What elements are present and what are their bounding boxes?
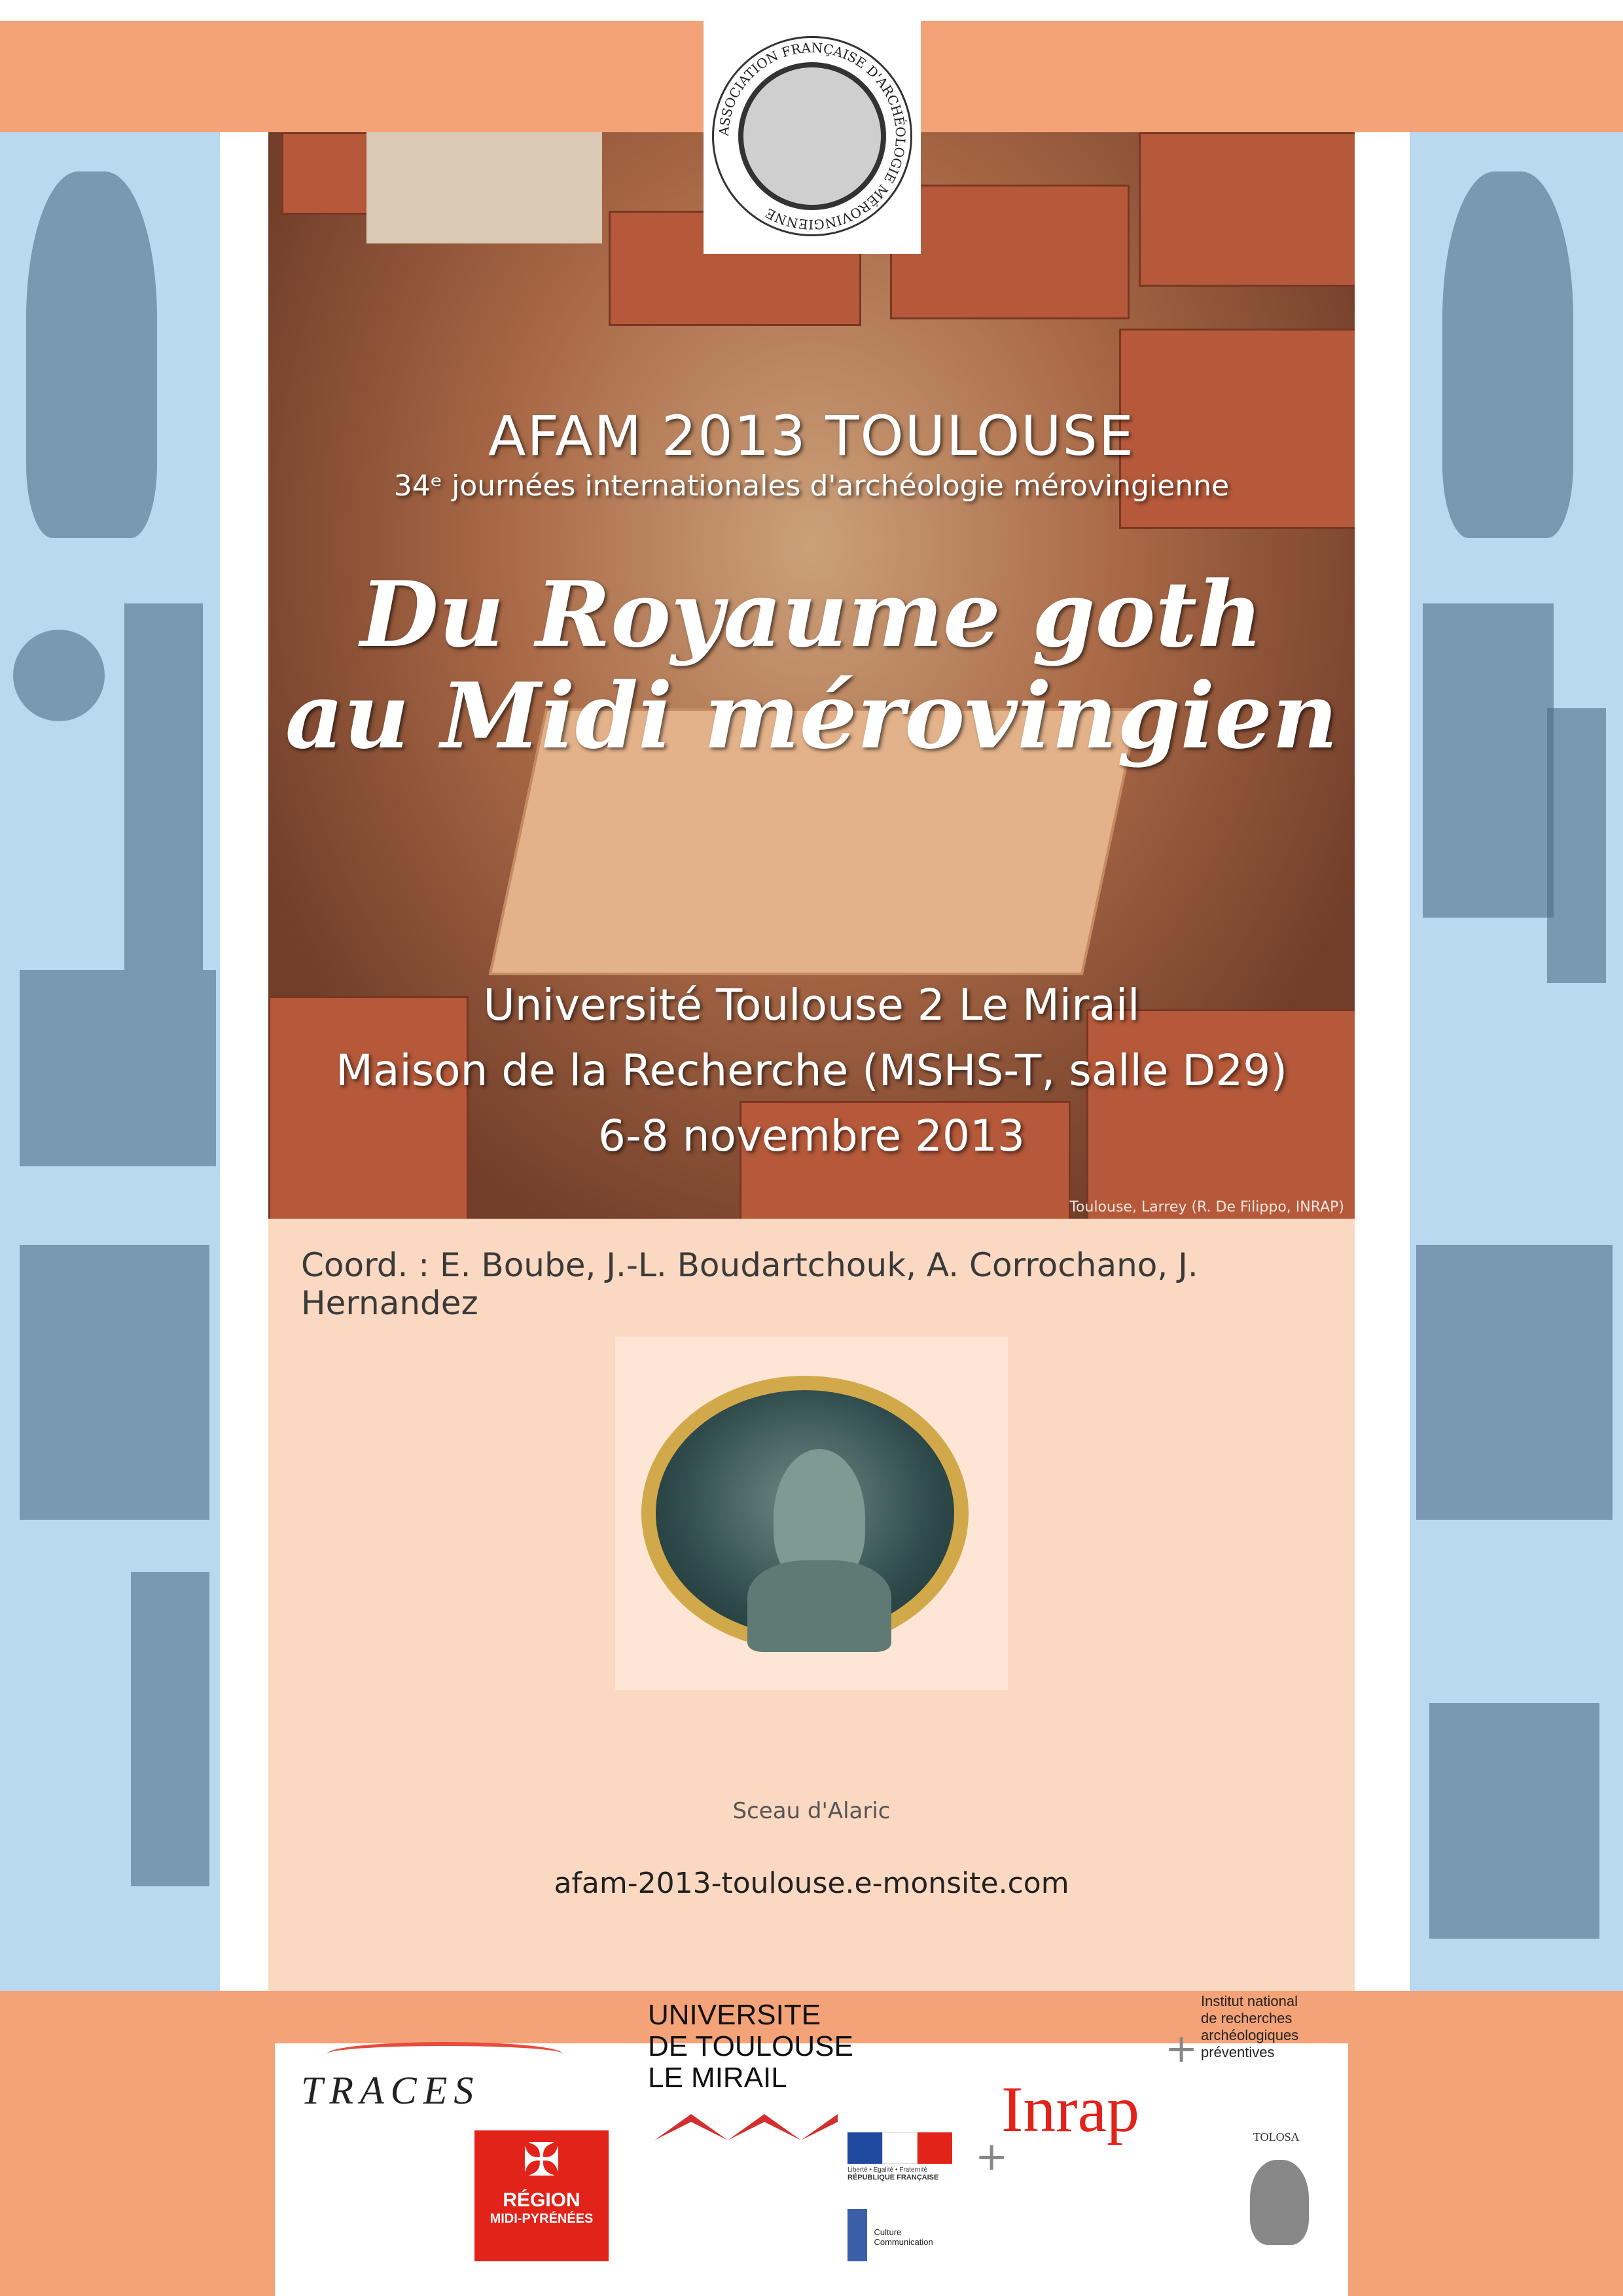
portrait-bust: [747, 1560, 891, 1652]
svg-text:ASSOCIATION FRANÇAISE D'ARCHÉO: ASSOCIATION FRANÇAISE D'ARCHÉOLOGIE MÉROVINGIENNE: [715, 39, 909, 233]
univ-line-1: UNIVERSITE: [648, 1999, 821, 2031]
carved-panel-left: [20, 970, 216, 1166]
jewelry-pendant: [131, 1572, 209, 1886]
statue-relief: [1423, 603, 1554, 918]
plus-icon: +: [1165, 2026, 1198, 2072]
region-logo: [474, 2130, 609, 2261]
warrior-figure-right: [1442, 171, 1573, 538]
seal-ring-text: [714, 38, 910, 234]
building: [366, 132, 602, 243]
inrap-fullname: [1201, 1993, 1325, 2061]
traces-swoosh-icon: [327, 2042, 563, 2066]
zigzag-icon: [654, 2114, 838, 2140]
university-logo: [648, 2000, 864, 2157]
athena-head-icon: [1250, 2160, 1309, 2245]
venue-building: Maison de la Recherche (MSHS-T, salle D29): [336, 1045, 1287, 1096]
animal-relief: [1416, 1245, 1613, 1520]
left-engraving-panel: [0, 132, 220, 1991]
relief-sculpture-left: [20, 1245, 209, 1520]
right-white-gap: [1355, 132, 1410, 1991]
title-line-2: au Midi mérovingien: [285, 662, 1338, 769]
republique-logo: [847, 2132, 952, 2198]
column-relief: [124, 603, 203, 970]
title-line-1: Du Royaume goth: [360, 561, 1263, 668]
aerial-excavation-photo: [268, 132, 1355, 1219]
inrap-line-4: préventives: [1201, 2044, 1275, 2060]
traces-logo: [301, 2029, 563, 2114]
tolosa-label: TOLOSA: [1253, 2130, 1300, 2144]
roof: [890, 185, 1130, 319]
inrap-logo: [1001, 2072, 1250, 2170]
warrior-figure-left: [26, 171, 157, 538]
roof: [1139, 132, 1355, 287]
univ-line-3: LE MIRAIL: [648, 2062, 787, 2094]
event-edition: 34ᵉ journées internationales d'archéologie mérovingienne: [393, 469, 1230, 503]
plus-icon: +: [975, 2134, 1008, 2179]
seal-caption: Sceau d'Alaric: [732, 1798, 891, 1824]
website-link[interactable]: afam-2013-toulouse.e-monsite.com: [554, 1867, 1069, 1900]
alaric-seal-image: [615, 1336, 1008, 1690]
french-flag-icon: [847, 2132, 952, 2164]
photo-credit: Toulouse, Larrey (R. De Filippo, INRAP): [1069, 1199, 1344, 1215]
inrap-line-3: archéologiques: [1201, 2027, 1299, 2043]
region-name: MIDI-PYRÉNÉES: [490, 2212, 594, 2226]
coordinators: Coord. : E. Boube, J.-L. Boudartchouk, A. Corrochano, J. Hernandez: [301, 1246, 1198, 1322]
ministry-line-2: Communication: [874, 2237, 933, 2247]
carved-panel-right: [1429, 1703, 1599, 1939]
intaglio-oval: [641, 1376, 969, 1651]
occitan-cross-icon: ✠: [522, 2134, 561, 2185]
event-name: AFAM 2013 TOULOUSE: [488, 404, 1135, 468]
inrap-line-2: de recherches: [1201, 2010, 1293, 2026]
inrap-wordmark: Inrap: [1001, 2073, 1139, 2145]
republique-name: RÉPUBLIQUE FRANÇAISE: [847, 2174, 939, 2181]
univ-line-2: DE TOULOUSE: [648, 2030, 853, 2062]
brooch-icon: [13, 630, 105, 721]
inrap-line-1: Institut national: [1201, 1993, 1298, 2009]
merovingian-seal-icon: [712, 36, 912, 236]
ministry-line-1: Culture: [874, 2227, 902, 2237]
ministry-culture-logo: [847, 2209, 952, 2261]
info-panel: [268, 1219, 1355, 1991]
tolosa-logo: [1221, 2127, 1338, 2265]
right-engraving-panel: [1403, 132, 1623, 1991]
lamp-hanging: [1547, 708, 1606, 983]
republique-motto: Liberté • Égalité • Fraternité: [847, 2166, 928, 2174]
ministry-bar-icon: [847, 2209, 867, 2261]
traces-wordmark: TRACES: [301, 2069, 480, 2112]
event-dates: 6-8 novembre 2013: [597, 1111, 1026, 1161]
left-white-gap: [220, 132, 268, 1991]
afam-seal-logo: [704, 18, 921, 254]
venue-university: Université Toulouse 2 Le Mirail: [483, 980, 1140, 1030]
region-label: RÉGION: [503, 2189, 580, 2211]
